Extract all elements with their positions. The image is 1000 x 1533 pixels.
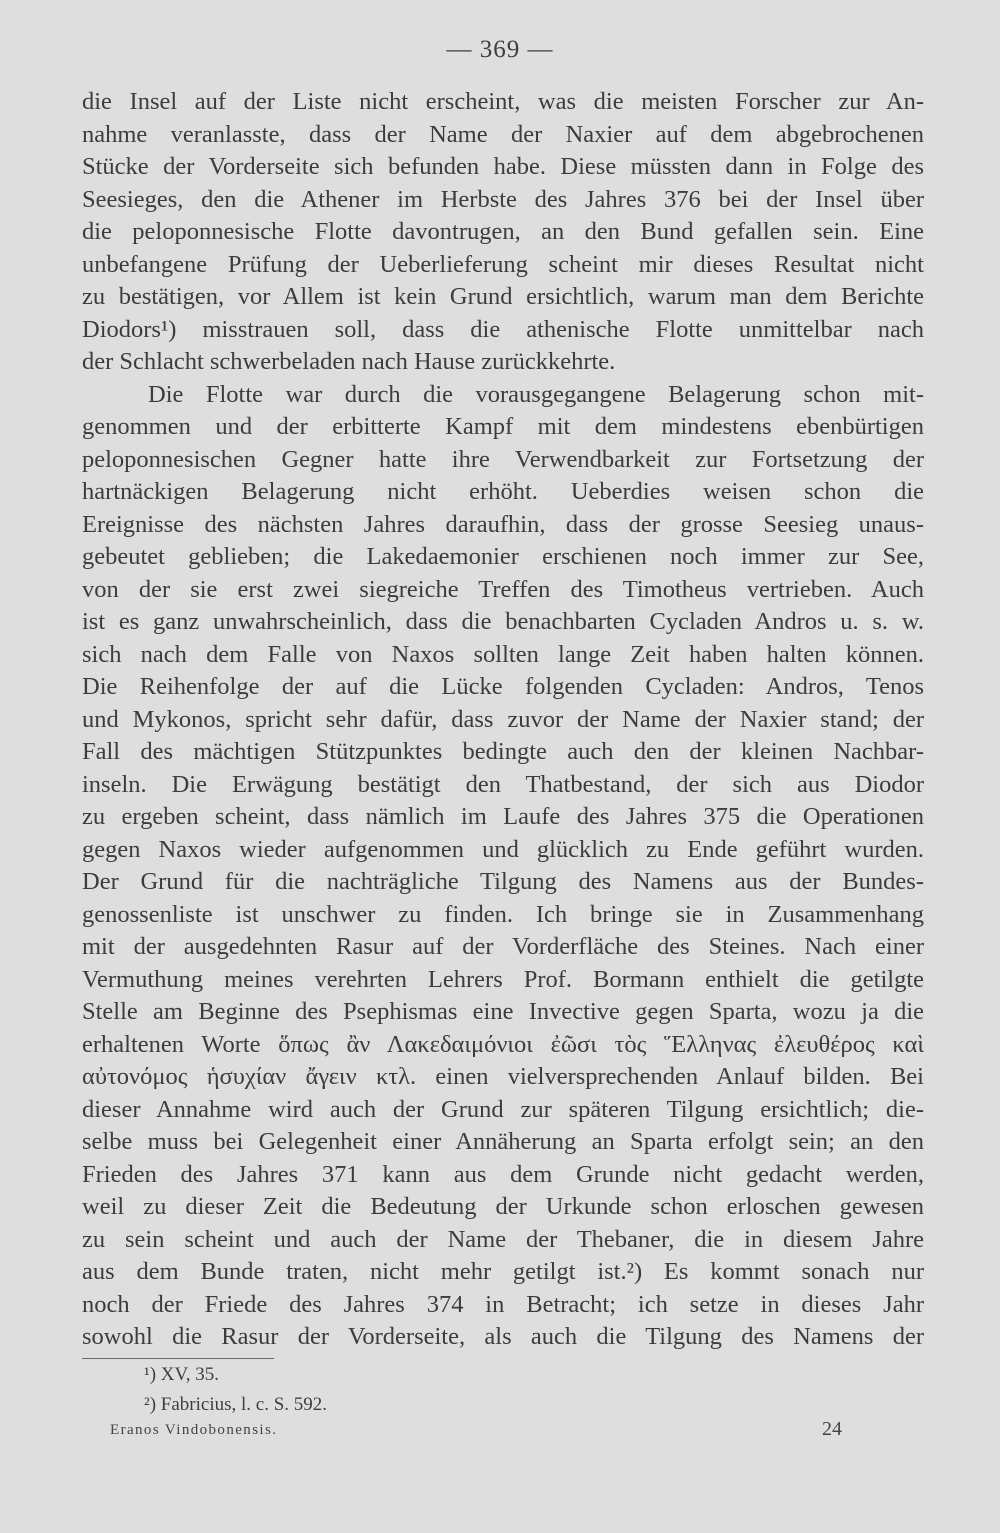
text-line: Die Reihenfolge der auf die Lücke folgenden Cycladen: Andros, Tenos [82, 673, 924, 700]
text-line: die peloponnesische Flotte davontrugen, an den Bund gefallen sein. Eine [82, 218, 924, 245]
text-line: ist es ganz unwahrscheinlich, dass die benachbarten Cycladen Andros u. s. w. [82, 608, 924, 635]
text-line: genommen und der erbitterte Kampf mit dem mindestens ebenbürtigen [82, 413, 924, 440]
text-line: unbefangene Prüfung der Ueberlieferung scheint mir dieses Resultat nicht [82, 250, 924, 278]
text-line: Stelle am Beginne des Psephismas eine Invective gegen Sparta, wozu ja die [82, 998, 924, 1025]
text-line: sich nach dem Falle von Naxos sollten lange Zeit haben halten können. [82, 640, 924, 668]
text-line: mit der ausgedehnten Rasur auf der Vorderfläche des Steines. Nach einer [82, 933, 924, 960]
text-line: Diodors¹) misstrauen soll, dass die athenische Flotte unmittelbar nach [82, 315, 924, 343]
main-text [82, 86, 924, 1354]
text-line: dieser Annahme wird auch der Grund zur späteren Tilgung ersichtlich; die- [82, 1095, 924, 1123]
text-line: zu ergeben scheint, dass nämlich im Laufe des Jahres 375 die Operationen [82, 803, 924, 830]
text-line: der Schlacht schwerbeladen nach Hause zurückkehrte. [82, 348, 616, 375]
sheet-number: 24 [822, 1418, 842, 1440]
text-line: selbe muss bei Gelegenheit einer Annäherung an Sparta erfolgt sein; an den [82, 1128, 924, 1155]
text-line: αὐτονόμος ἡσυχίαν ἄγειν κτλ. einen vielversprechenden Anlauf bilden. Bei [82, 1063, 924, 1090]
text-line: Ereignisse des nächsten Jahres daraufhin, dass der grosse Seesieg unaus- [82, 510, 924, 538]
page-number: — 369 — [446, 36, 554, 63]
text-line: peloponnesischen Gegner hatte ihre Verwendbarkeit zur Fortsetzung der [82, 445, 924, 473]
footnotes [144, 1360, 844, 1420]
text-line: noch der Friede des Jahres 374 in Betracht; ich setze in dieses Jahr [82, 1290, 924, 1318]
text-line: zu bestätigen, vor Allem ist kein Grund ersichtlich, warum man dem Berichte [82, 283, 924, 310]
text-line: gegen Naxos wieder aufgenommen und glücklich zu Ende geführt wurden. [82, 835, 924, 863]
text-line: hartnäckigen Belagerung nicht erhöht. Ueberdies weisen schon die [82, 478, 924, 505]
text-line: Die Flotte war durch die vorausgegangene Belagerung schon mit- [148, 380, 924, 408]
text-line: Vermuthung meines verehrten Lehrers Prof. Bormann enthielt die getilgte [82, 965, 924, 993]
text-line: nahme veranlasste, dass der Name der Naxier auf dem abgebrochenen [82, 120, 924, 148]
text-line: Stücke der Vorderseite sich befunden habe. Diese müssten dann in Folge des [82, 153, 924, 180]
text-line: von der sie erst zwei siegreiche Treffen des Timotheus vertrieben. Auch [82, 575, 924, 603]
text-line: gebeutet geblieben; die Lakedaemonier erschienen noch immer zur See, [82, 543, 924, 570]
text-line: Frieden des Jahres 371 kann aus dem Grunde nicht gedacht werden, [82, 1160, 924, 1188]
text-line: und Mykonos, spricht sehr dafür, dass zuvor der Name der Naxier stand; der [82, 705, 924, 733]
text-line: sowohl die Rasur der Vorderseite, als auch die Tilgung des Namens der [82, 1323, 924, 1350]
signature-mark: Eranos Vindobonensis. [110, 1422, 278, 1438]
text-line: inseln. Die Erwägung bestätigt den Thatbestand, der sich aus Diodor [82, 770, 924, 798]
text-line: weil zu dieser Zeit die Bedeutung der Urkunde schon erloschen gewesen [82, 1193, 924, 1220]
text-line: Seesieges, den die Athener im Herbste des Jahres 376 bei der Insel über [82, 185, 924, 213]
text-line: Fall des mächtigen Stützpunktes bedingte auch den der kleinen Nachbar- [82, 738, 924, 765]
footnote-1: ¹) XV, 35. [144, 1364, 220, 1385]
text-line: die Insel auf der Liste nicht erscheint, was die meisten Forscher zur An- [82, 88, 924, 115]
text-line: Der Grund für die nachträgliche Tilgung des Namens aus der Bundes- [82, 868, 924, 895]
footnote-2: ²) Fabricius, l. c. S. 592. [144, 1394, 328, 1415]
footnote-divider [82, 1358, 274, 1359]
text-line: aus dem Bunde traten, nicht mehr getilgt ist.²) Es kommt sonach nur [82, 1258, 924, 1285]
text-line: zu sein scheint und auch der Name der Thebaner, die in diesem Jahre [82, 1225, 924, 1253]
text-line: erhaltenen Worte ὅπως ἂν Λακεδαιμόνιοι ἐῶσι τὸς Ἕλληνας ἐλευθέρος καὶ [82, 1030, 924, 1058]
text-line: genossenliste ist unschwer zu finden. Ich bringe sie in Zusammenhang [82, 900, 924, 928]
